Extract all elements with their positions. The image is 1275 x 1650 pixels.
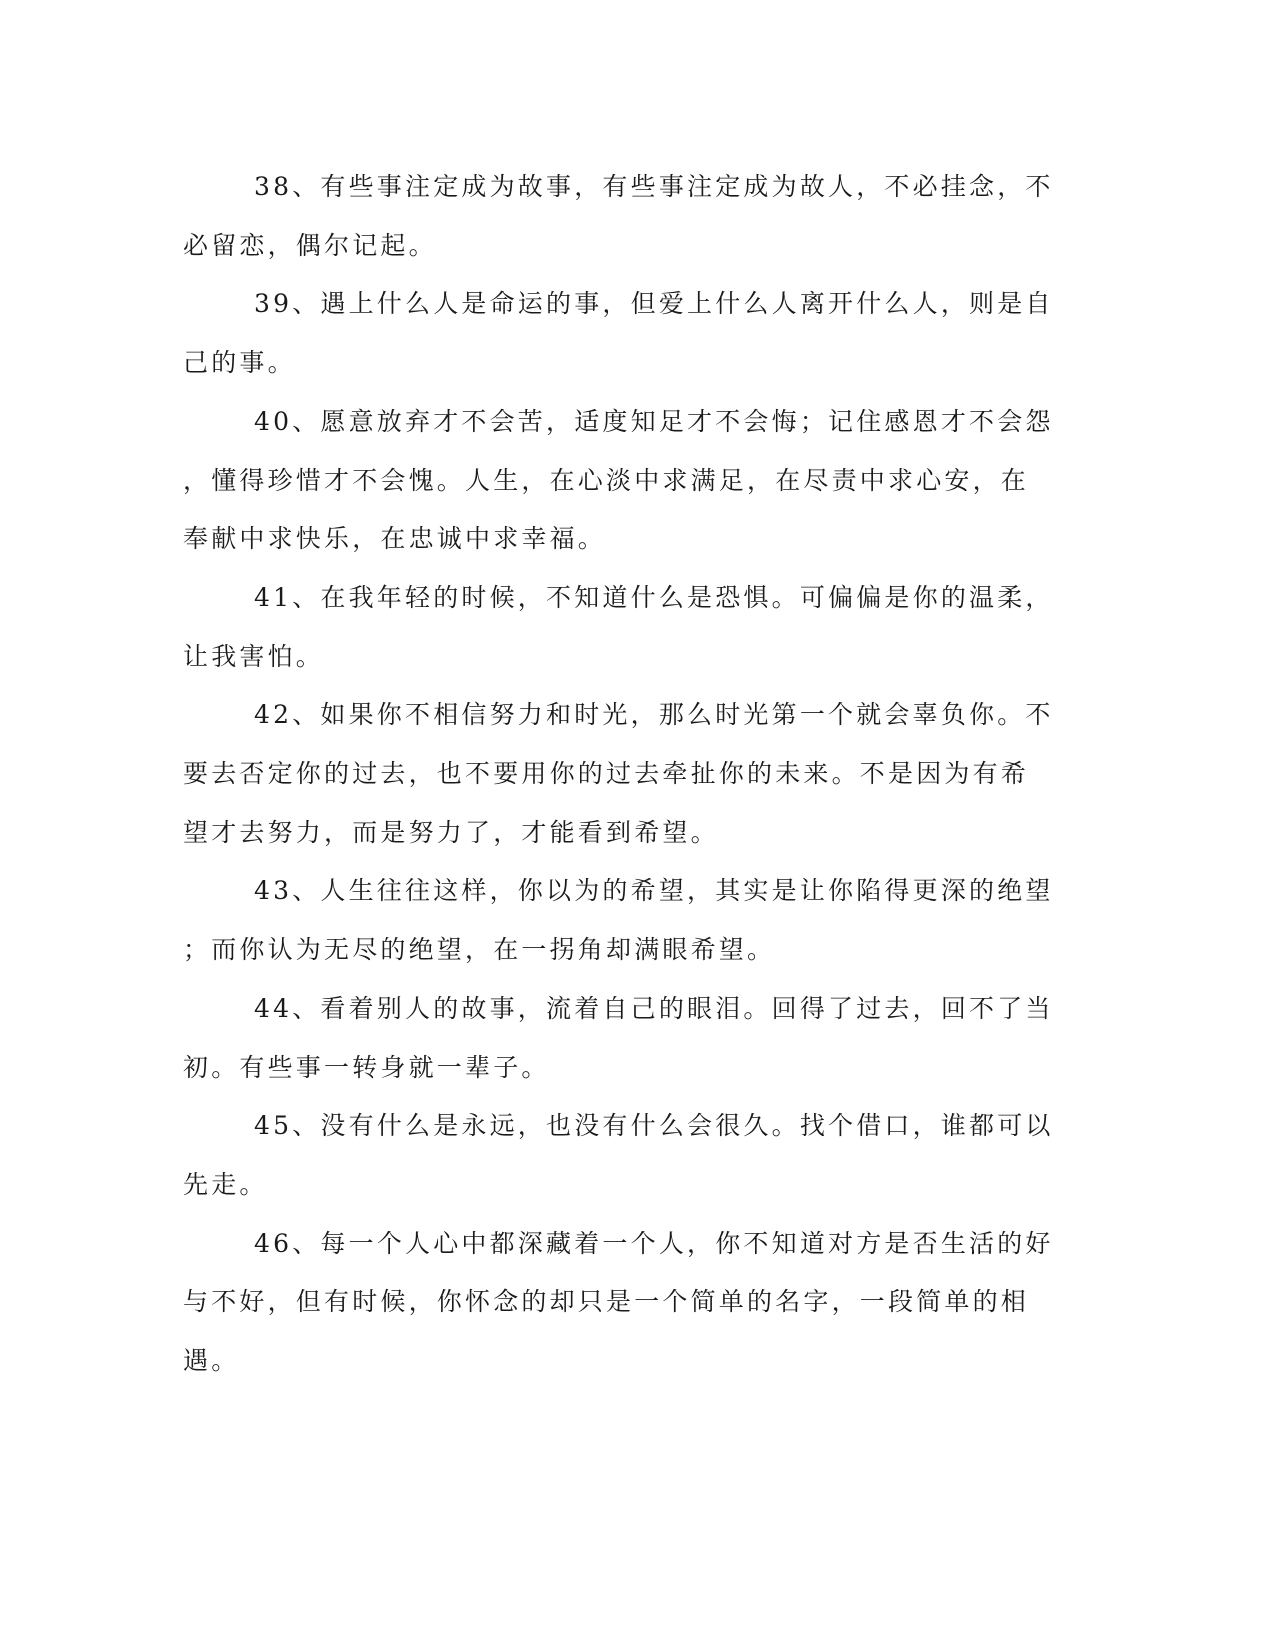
- paragraph-39: [183, 275, 1054, 392]
- paragraph-line: 先走。: [183, 1169, 268, 1199]
- paragraph-line: ；而你认为无尽的绝望，在一拐角却满眼希望。: [183, 935, 776, 965]
- paragraph-line: 奉献中求快乐，在忠诚中求幸福。: [183, 524, 607, 554]
- paragraph-line: ，懂得珍惜才不会愧。人生，在心淡中求满足，在尽责中求心安，在: [183, 465, 1030, 495]
- paragraph-45: [183, 1097, 1054, 1214]
- paragraph-46: [183, 1215, 1054, 1391]
- paragraph-line: 45、没有什么是永远，也没有什么会很久。找个借口，谁都可以: [254, 1111, 1054, 1141]
- paragraph-line: 遇。: [183, 1346, 240, 1376]
- paragraph-line: 与不好，但有时候，你怀念的却只是一个简单的名字，一段简单的相: [183, 1287, 1030, 1317]
- document-body: [183, 158, 1054, 1391]
- paragraph-line: 41、在我年轻的时候，不知道什么是恐惧。可偏偏是你的温柔，: [254, 582, 1054, 612]
- paragraph-line: 39、遇上什么人是命运的事，但爱上什么人离开什么人，则是自: [254, 289, 1054, 319]
- paragraph-line: 初。有些事一转身就一辈子。: [183, 1052, 550, 1082]
- paragraph-line: 42、如果你不相信努力和时光，那么时光第一个就会辜负你。不: [254, 700, 1054, 730]
- paragraph-42: [183, 686, 1054, 862]
- paragraph-line: 38、有些事注定成为故事，有些事注定成为故人，不必挂念，不: [254, 172, 1054, 201]
- paragraph-line: 43、人生往往这样，你以为的希望，其实是让你陷得更深的绝望: [254, 876, 1054, 906]
- paragraph-40: [183, 393, 1054, 569]
- paragraph-41: [183, 569, 1054, 686]
- paragraph-line: 望才去努力，而是努力了，才能看到希望。: [183, 817, 719, 847]
- paragraph-line: 要去否定你的过去，也不要用你的过去牵扯你的未来。不是因为有希: [183, 759, 1030, 789]
- paragraph-line: 己的事。: [183, 348, 296, 378]
- paragraph-line: 40、愿意放弃才不会苦，适度知足才不会悔；记住感恩才不会怨: [254, 406, 1054, 436]
- paragraph-line: 46、每一个人心中都深藏着一个人，你不知道对方是否生活的好: [254, 1228, 1054, 1258]
- paragraph-44: [183, 980, 1054, 1097]
- paragraph-line: 44、看着别人的故事，流着自己的眼泪。回得了过去，回不了当: [254, 993, 1054, 1023]
- paragraph-line: 必留恋，偶尔记起。: [183, 230, 437, 260]
- paragraph-43: [183, 862, 1054, 979]
- paragraph-line: 让我害怕。: [183, 641, 325, 671]
- paragraph-38: [183, 158, 1054, 275]
